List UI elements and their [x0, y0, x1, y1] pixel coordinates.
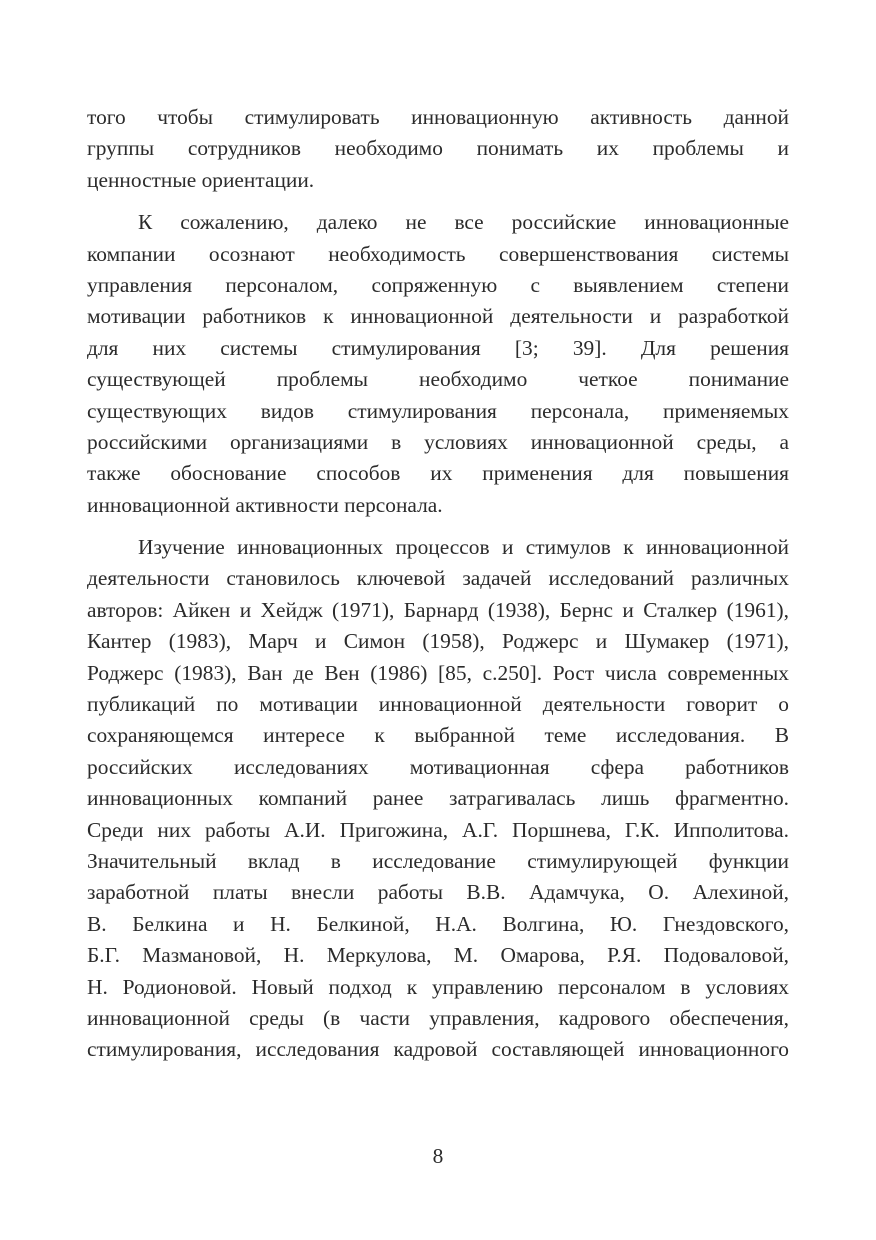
- text-line: группы сотрудников необходимо понимать их проблемы и: [87, 136, 789, 161]
- text-line: Среди них работы А.И. Пригожина, А.Г. Поршнева, Г.К. Ипполитова.: [87, 817, 789, 842]
- text-line: авторов: Айкен и Хейдж (1971), Барнард (1938), Бернс и Сталкер (1961),: [87, 597, 789, 622]
- text-line: Изучение инновационных процессов и стимулов к инновационной: [138, 535, 789, 560]
- text-line: мотивации работников к инновационной деятельности и разработкой: [87, 304, 789, 329]
- text-line: ценностные ориентации.: [87, 167, 315, 192]
- text-line: инновационной среды (в части управления, кадрового обеспечения,: [87, 1005, 789, 1030]
- text-line: Б.Г. Мазмановой, Н. Меркулова, М. Омарова, Р.Я. Подоваловой,: [87, 943, 789, 968]
- paragraph-spacer: [87, 521, 789, 532]
- text-line: Роджерс (1983), Ван де Вен (1986) [85, с.250]. Рост числа современных: [87, 660, 789, 685]
- text-line: российских исследованиях мотивационная сфера работников: [87, 754, 789, 779]
- text-line: публикаций по мотивации инновационной деятельности говорит о: [87, 692, 789, 717]
- paragraph-spacer: [87, 196, 789, 207]
- text-line: для них системы стимулирования [3; 39]. Для решения: [87, 335, 789, 360]
- text-line: Значительный вклад в исследование стимулирующей функции: [87, 848, 789, 873]
- text-line: Н. Родионовой. Новый подход к управлению персоналом в условиях: [87, 974, 789, 999]
- text-line: В. Белкина и Н. Белкиной, Н.А. Волгина, Ю. Гнездовского,: [87, 911, 789, 936]
- text-line: инновационной активности персонала.: [87, 492, 443, 517]
- text-line: российскими организациями в условиях инновационной среды, а: [87, 429, 789, 454]
- paragraph-2: [87, 207, 789, 521]
- text-line: заработной платы внесли работы В.В. Адамчука, О. Алехиной,: [87, 880, 789, 905]
- text-line: существующей проблемы необходимо четкое понимание: [87, 367, 789, 392]
- text-line: К сожалению, далеко не все российские инновационные: [138, 210, 789, 235]
- text-line: сохраняющемся интересе к выбранной теме исследования. В: [87, 723, 789, 748]
- text-line: также обоснование способов их применения для повышения: [87, 461, 789, 486]
- paragraph-3: [87, 532, 789, 1066]
- text-line: Кантер (1983), Марч и Симон (1958), Роджерс и Шумакер (1971),: [87, 629, 789, 654]
- text-line: стимулирования, исследования кадровой составляющей инновационного: [87, 1037, 789, 1062]
- text-line: деятельности становилось ключевой задачей исследований различных: [87, 566, 789, 591]
- text-line: инновационных компаний ранее затрагивалась лишь фрагментно.: [87, 786, 789, 811]
- page-number: 8: [432, 1144, 444, 1168]
- text-line: компании осознают необходимость совершенствования системы: [87, 241, 789, 266]
- text-line: существующих видов стимулирования персонала, применяемых: [87, 398, 789, 423]
- paragraph-1: [87, 102, 789, 196]
- text-line: управления персоналом, сопряженную с выявлением степени: [87, 272, 789, 297]
- document-body: [87, 102, 789, 1066]
- text-line: того чтобы стимулировать инновационную активность данной: [87, 105, 789, 129]
